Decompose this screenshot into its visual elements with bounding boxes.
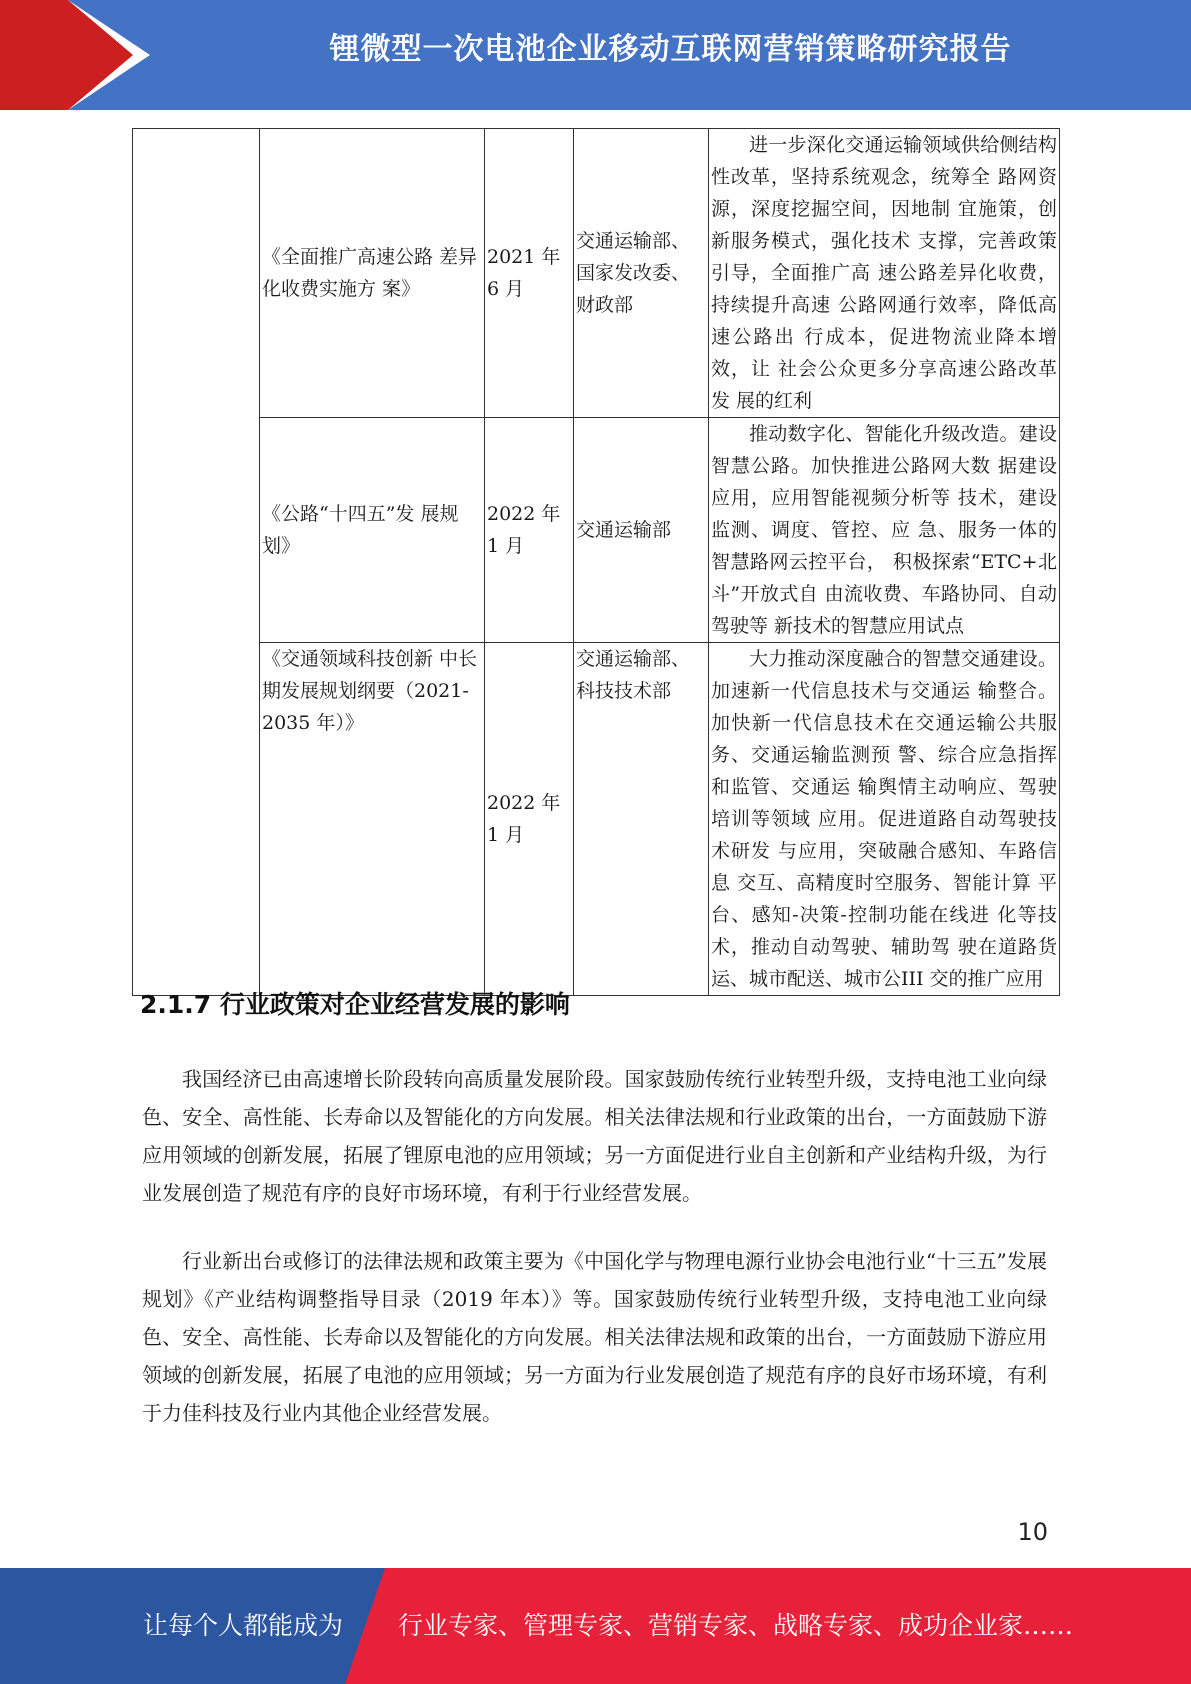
footer-slogan-right: 行业专家、管理专家、营销专家、战略专家、成功企业家…… bbox=[398, 1611, 1074, 1640]
table-blank-cell bbox=[133, 129, 260, 996]
page-number: 10 bbox=[1017, 1518, 1048, 1546]
policy-table bbox=[132, 128, 1060, 996]
table-row bbox=[133, 129, 1060, 418]
table-row bbox=[133, 418, 1060, 643]
page-header bbox=[0, 0, 1191, 110]
policy-desc-text: 推动数字化、智能化升级改造。建设智慧公路。加快推进公路网大数 据建设应用，应用智能视频分析等 技术，建设监测、调度、管控、应 急、服务一体的智慧路网云控平台， 积极探索“ETC+北斗”开放式自 由流收费、车路协同、自动驾驶等 新技术的智慧应用试点 bbox=[711, 423, 1057, 637]
table-row bbox=[133, 643, 1060, 996]
policy-name-cell: 《公路“十四五”发 展规划》 bbox=[260, 418, 485, 643]
section-title: 2.1.7 行业政策对企业经营发展的影响 bbox=[140, 990, 570, 1019]
policy-date-cell: 2022 年 1 月 bbox=[485, 418, 574, 643]
header-red-arrow bbox=[68, 0, 133, 110]
footer-blue-slant bbox=[345, 1568, 385, 1684]
policy-desc-cell bbox=[709, 643, 1060, 996]
page-footer bbox=[0, 1568, 1191, 1684]
footer-slogan-left: 让每个人都能成为 bbox=[143, 1611, 344, 1640]
policy-dept-cell: 交通运输部、科技技术部 bbox=[574, 643, 709, 996]
policy-name-cell: 《交通领域科技创新 中长期发展规划纲要（2021-2035 年）》 bbox=[260, 643, 485, 996]
policy-desc-cell bbox=[709, 418, 1060, 643]
policy-desc-text: 进一步深化交通运输领域供给侧结构性改革，坚持系统观念，统筹全 路网资源，深度挖掘空间，因地制 宜施策，创新服务模式，强化技术 支撑，完善政策引导，全面推广高 速公路差异化收费，持续提升高速 公路网通行效率，降低高速公路出 行成本，促进物流业降本增效，让 社会公众更多分享高速公路改革发 展的红利 bbox=[711, 134, 1057, 412]
header-title: 锂微型一次电池企业移动互联网营销策略研究报告 bbox=[329, 32, 1012, 67]
policy-dept-cell: 交通运输部、国家发改委、财政部 bbox=[574, 129, 709, 418]
policy-dept-cell: 交通运输部 bbox=[574, 418, 709, 643]
policy-desc-text: 大力推动深度融合的智慧交通建设。加速新一代信息技术与交通运 输整合。加快新一代信息技术在交通运输公共服务、交通运输监测预 警、综合应急指挥和监管、交通运 输舆情主动响应、驾驶培训等领域 应用。促进道路自动驾驶技术研发 与应用，突破融合感知、车路信息 交互、高精度时空服务、智能计算 平台、感知-决策-控制功能在线进 化等技术，推动自动驾驶、辅助驾 驶在道路货运、城市配送、城市公III 交的推广应用 bbox=[711, 648, 1057, 990]
body-paragraph: 行业新出台或修订的法律法规和政策主要为《中国化学与物理电源行业协会电池行业“十三五”发展规划》《产业结构调整指导目录（2019 年本）》等。国家鼓励传统行业转型升级，支持电池工业向绿色、安全、高性能、长寿命以及智能化的方向发展。相关法律法规和政策的出台，一方面鼓励下游应用领域的创新发展，拓展了电池的应用领域；另一方面为行业发展创造了规范有序的良好市场环境，有利于力佳科技及行业内其他企业经营发展。 bbox=[142, 1249, 1047, 1425]
policy-desc-cell bbox=[709, 129, 1060, 418]
header-red-band bbox=[0, 0, 68, 110]
body-paragraph: 我国经济已由高速增长阶段转向高质量发展阶段。国家鼓励传统行业转型升级，支持电池工业向绿色、安全、高性能、长寿命以及智能化的方向发展。相关法律法规和行业政策的出台，一方面鼓励下游应用领域的创新发展，拓展了锂原电池的应用领域；另一方面促进行业自主创新和产业结构升级，为行业发展创造了规范有序的良好市场环境，有利于行业经营发展。 bbox=[142, 1067, 1047, 1205]
policy-name-cell: 《全面推广高速公路 差异化收费实施方 案》 bbox=[260, 129, 485, 418]
policy-date-cell: 2021 年 6 月 bbox=[485, 129, 574, 418]
policy-date-cell: 2022 年 1 月 bbox=[485, 643, 574, 996]
